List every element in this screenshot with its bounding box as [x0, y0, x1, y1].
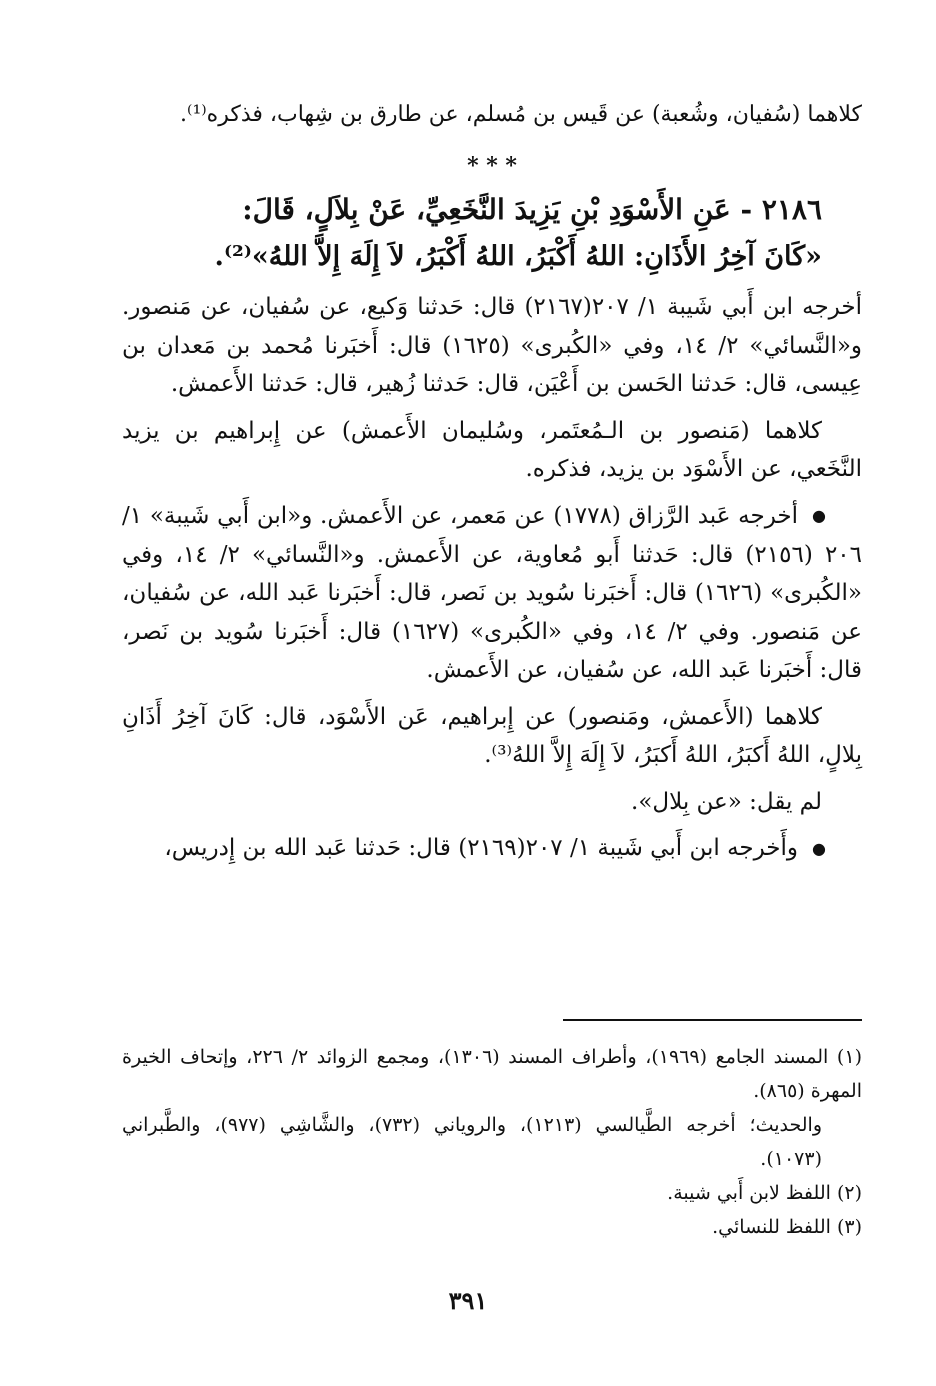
bullet-text-2: وأَخرجه ابن أَبي شَيبة ١/ ٢٠٧(٢١٦٩) قال: حَدثنا عَبد الله بن إِدريس، [164, 835, 799, 862]
bullet-paragraph-1 [122, 497, 862, 690]
hadith-text: «كَانَ آخِرُ الأَذَانِ: اللهُ أَكْبَرُ، اللهُ أَكْبَرُ، لاَ إِلَهَ إِلاَّ اللهُ»⁽²⁾. [214, 241, 822, 272]
footnote-1: (١) المسند الجامع (١٩٦٩)، وأطراف المسند (١٣٠٦)، ومجمع الزوائد ٢/ ٢٢٦، وإتحاف الخيرة المهرة (٨٦٥). [122, 1046, 862, 1102]
section-separator: * * * [467, 153, 517, 179]
takhrij-paragraph-1: أخرجه ابن أَبي شَيبة ١/ ٢٠٧(٢١٦٧) قال: حَدثنا وَكيع، عن سُفيان، عن مَنصور. و«النَّسائي» ٢/ ١٤، وفي «الكُبرى» (١٦٢٥) قال: أَخبَرنا مُحمد بن مَعدان بن عِيسى، قال: حَدثنا الحَسن بن أَعْيَن، قال: حَدثنا زُهير، قال: حَدثنا الأَعمش. [122, 294, 863, 397]
opening-line: كلاهما (سُفيان، وشُعبة) عن قَيس بن مُسلم، عن طارق بن شِهاب، فذكره⁽¹⁾. [180, 102, 862, 127]
footnote-2: (٢) اللفظ لابن أَبي شيبة. [667, 1182, 862, 1204]
hadith-number-line: ٢١٨٦ - عَنِ الأَسْوَدِ بْنِ يَزِيدَ النَّخَعِيِّ، عَنْ بِلاَلٍ، قَالَ: [242, 193, 822, 226]
kilahuma-paragraph-1: كلاهما (مَنصور بن الـمُعتَمر، وسُليمان الأَعمش) عن إِبراهيم بن يزيد النَّخَعي، عن الأَسْوَد بن يزيد، فذكره. [122, 417, 862, 482]
footnote-1-continuation: والحديث؛ أخرجه الطَّيالسي (١٢١٣)، والروياني (٧٣٢)، والشَّاشِي (٩٧٧)، والطَّبراني (١٠٧٣). [122, 1114, 823, 1170]
lam-yaqul-line: لم يقل: «عن بِلال». [631, 788, 822, 815]
kilahuma-paragraph-2: كلاهما (الأَعمش، ومَنصور) عن إِبراهيم، عَن الأَسْوَد، قال: كَانَ آخِرُ أَذَانِ بِلالٍ، اللهُ أَكبَرُ، اللهُ أَكبَرُ، لاَ إِلَهَ إِلاَّ اللهُ⁽³⁾. [122, 703, 862, 769]
bullet-icon: ● [812, 839, 826, 858]
page-number: ٣٩١ [448, 1286, 488, 1315]
bullet-text-1: أخرجه عَبد الرَّزاق (١٧٧٨) عن مَعمر، عن الأَعمش. و«ابن أَبي شَيبة» ١/ ٢٠٦ (٢١٥٦) قال: حَدثنا أَبو مُعاوية، عن الأَعمش. و«النَّسائي» ٢/ ١٤، وفي «الكُبرى» (١٦٢٦) قال: أَخبَرنا سُويد بن نَصر، قال: أَخبَرنا عَبد الله، عن سُفيان، عن مَنصور. وفي ٢/ ١٤، وفي «الكُبرى» (١٦٢٧) قال: أَخبَرنا سُويد بن نَصر، قال: أَخبَرنا عَبد الله، عن سُفيان، عن الأَعمش. [122, 502, 863, 684]
footnote-3: (٣) اللفظ للنسائي. [712, 1216, 862, 1238]
footnote-divider [563, 1019, 862, 1021]
bullet-icon: ● [812, 506, 826, 526]
bullet-paragraph-2 [122, 829, 862, 868]
footnotes [122, 1040, 862, 1244]
